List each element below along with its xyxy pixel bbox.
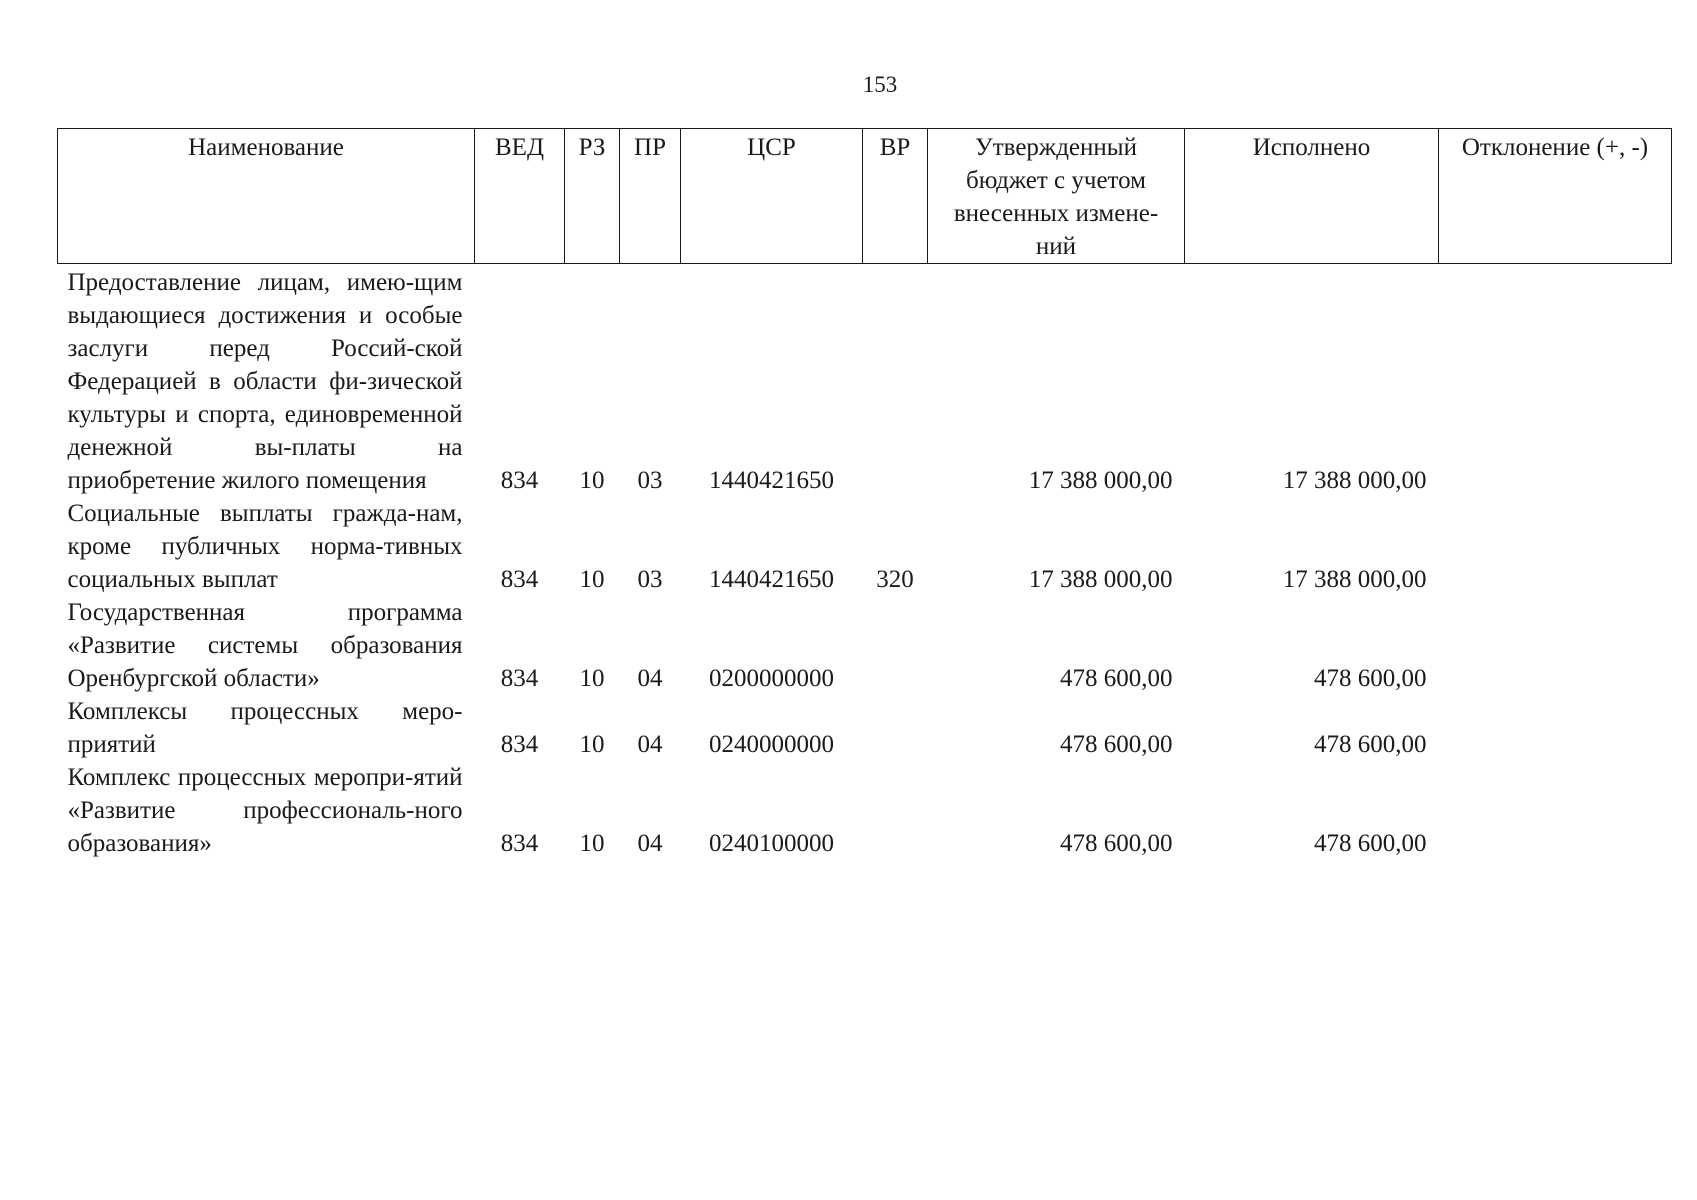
row-deviation	[1439, 761, 1672, 860]
header-rz: РЗ	[565, 129, 620, 264]
row-name: Комплексы процессных меро-приятий	[67, 698, 463, 758]
row-pr: 04	[637, 830, 663, 857]
row-csr: 0240000000	[709, 731, 834, 758]
row-deviation	[1439, 596, 1672, 695]
row-deviation	[1439, 695, 1672, 761]
row-name: Социальные выплаты гражда-нам, кроме публичных норма-тивных социальных выплат	[67, 500, 463, 593]
row-ved: 834	[500, 566, 539, 593]
header-deviation: Отклонение (+, -)	[1439, 129, 1672, 264]
row-pr: 04	[637, 731, 663, 758]
row-approved: 478 600,00	[1060, 731, 1173, 758]
table-row	[58, 695, 1672, 761]
row-executed: 17 388 000,00	[1282, 566, 1427, 593]
table-header-row	[58, 129, 1672, 264]
row-vr	[863, 695, 928, 761]
row-approved: 17 388 000,00	[1028, 566, 1173, 593]
row-deviation	[1439, 497, 1672, 596]
row-executed: 478 600,00	[1314, 830, 1427, 857]
row-name: Государственная программа «Развитие системы образования Оренбургской области»	[67, 599, 463, 692]
row-pr: 03	[637, 566, 663, 593]
budget-execution-table	[57, 128, 1672, 860]
row-ved: 834	[500, 665, 539, 692]
row-rz: 10	[579, 566, 605, 593]
row-rz: 10	[579, 467, 605, 494]
row-vr	[863, 596, 928, 695]
header-approved-budget: Утвержденный бюджет с учетом внесенных измене-ний	[928, 129, 1185, 264]
header-executed: Исполнено	[1185, 129, 1439, 264]
row-csr: 0240100000	[709, 830, 834, 857]
table-row	[58, 264, 1672, 498]
row-executed: 17 388 000,00	[1282, 467, 1427, 494]
row-executed: 478 600,00	[1314, 731, 1427, 758]
header-vr: ВР	[863, 129, 928, 264]
row-rz: 10	[579, 665, 605, 692]
row-vr: 320	[876, 566, 914, 593]
row-ved: 834	[500, 731, 539, 758]
row-csr: 0200000000	[709, 665, 834, 692]
row-csr: 1440421650	[709, 467, 834, 494]
row-approved: 478 600,00	[1060, 830, 1173, 857]
row-ved: 834	[500, 830, 539, 857]
row-approved: 17 388 000,00	[1028, 467, 1173, 494]
row-name: Предоставление лицам, имею-щим выдающиеся достижения и особые заслуги перед Россий-ской Федерацией в области фи-зической культуры и спорта, единовременной денежной вы-платы на приобретение жилого помещения	[67, 269, 463, 494]
header-name: Наименование	[58, 129, 475, 264]
row-vr	[863, 761, 928, 860]
row-pr: 04	[637, 665, 663, 692]
row-rz: 10	[579, 830, 605, 857]
row-deviation	[1439, 264, 1672, 498]
table-row	[58, 497, 1672, 596]
row-name: Комплекс процессных меропри-ятий «Развитие профессиональ-ного образования»	[67, 764, 463, 857]
row-executed: 478 600,00	[1314, 665, 1427, 692]
row-rz: 10	[579, 731, 605, 758]
table-row	[58, 596, 1672, 695]
row-pr: 03	[637, 467, 663, 494]
page-number: 153	[862, 72, 898, 97]
row-ved: 834	[500, 467, 539, 494]
row-approved: 478 600,00	[1060, 665, 1173, 692]
header-pr: ПР	[620, 129, 681, 264]
header-csr: ЦСР	[681, 129, 863, 264]
row-vr	[863, 264, 928, 498]
header-ved: ВЕД	[475, 129, 565, 264]
row-csr: 1440421650	[709, 566, 834, 593]
table-row	[58, 761, 1672, 860]
